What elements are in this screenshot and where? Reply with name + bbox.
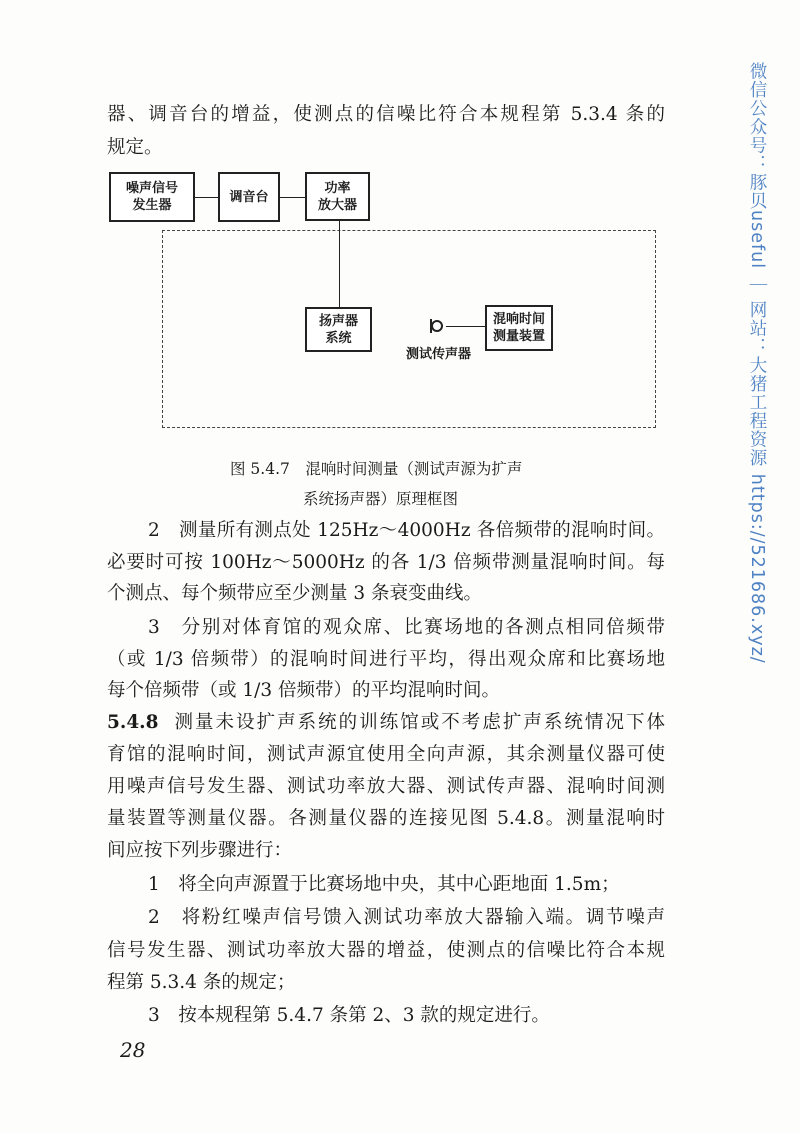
microphone-label: 测试传声器 <box>406 347 472 362</box>
amplifier-box: 功率 放大器 <box>305 172 370 221</box>
connector <box>339 221 340 308</box>
section-5-4-8 <box>107 711 665 735</box>
body-line: 2 将粉红噪声信号馈入测试功率放大器输入端。调节噪声 <box>148 907 665 928</box>
connector <box>280 197 305 198</box>
body-line: 1 将全向声源置于比赛场地中央，其中心距地面 1.5m； <box>148 874 620 895</box>
section-number: 5.4.8 <box>107 712 159 733</box>
body-line: 2 测量所有测点处 125Hz～4000Hz 各倍频带的混响时间。 <box>148 520 665 541</box>
figure-caption: 图 5.4.7 混响时间测量（测试声源为扩声 <box>230 460 523 478</box>
body-line: 必要时可按 100Hz～5000Hz 的各 1/3 倍频带测量混响时间。每 <box>107 552 665 573</box>
connector <box>446 326 485 327</box>
body-line: 测量未设扩声系统的训练馆或不考虑扩声系统情况下体 <box>174 712 665 733</box>
test-area-boundary <box>162 230 656 428</box>
speaker-system-box: 扬声器 系统 <box>305 307 372 352</box>
body-line: 育馆的混响时间，测试声源宜使用全向声源，其余测量仪器可使 <box>107 744 665 765</box>
body-line: 间应按下列步骤进行： <box>107 840 293 861</box>
mixer-box: 调音台 <box>218 172 280 222</box>
body-line: 3 分别对体育馆的观众席、比赛场地的各测点相同倍频带 <box>148 617 665 638</box>
noise-generator-box: 噪声信号 发生器 <box>109 172 195 222</box>
body-line: 量装置等测量仪器。各测量仪器的连接见图 5.4.8。测量混响时 <box>107 808 665 829</box>
body-line: 每个倍频带（或 1/3 倍频带）的平均混响时间。 <box>107 680 501 701</box>
rt-measurement-box: 混响时间 测量装置 <box>485 305 553 351</box>
connector <box>195 197 218 198</box>
microphone-icon <box>428 316 448 336</box>
body-line: 用噪声信号发生器、测试功率放大器、测试传声器、混响时间测 <box>107 776 665 797</box>
watermark: 微信公众号：豚贝useful ｜ 网站：大猪工程资源 https://521686.xyz/ <box>747 62 767 664</box>
page-number: 28 <box>120 1038 146 1062</box>
body-line: （或 1/3 倍频带）的混响时间进行平均，得出观众席和比赛场地 <box>107 649 665 670</box>
body-line: 3 按本规程第 5.4.7 条第 2、3 款的规定进行。 <box>148 1005 550 1026</box>
body-line: 信号发生器、测试功率放大器的增益，使测点的信噪比符合本规 <box>107 940 665 961</box>
body-line: 程第 5.3.4 条的规定； <box>107 972 296 993</box>
figure-caption: 系统扬声器）原理框图 <box>303 490 459 508</box>
body-line: 规定。 <box>107 137 163 158</box>
body-line: 器、调音台的增益，使测点的信噪比符合本规程第 5.3.4 条的 <box>107 104 665 125</box>
body-line: 个测点、每个频带应至少测量 3 条衰变曲线。 <box>107 583 483 604</box>
